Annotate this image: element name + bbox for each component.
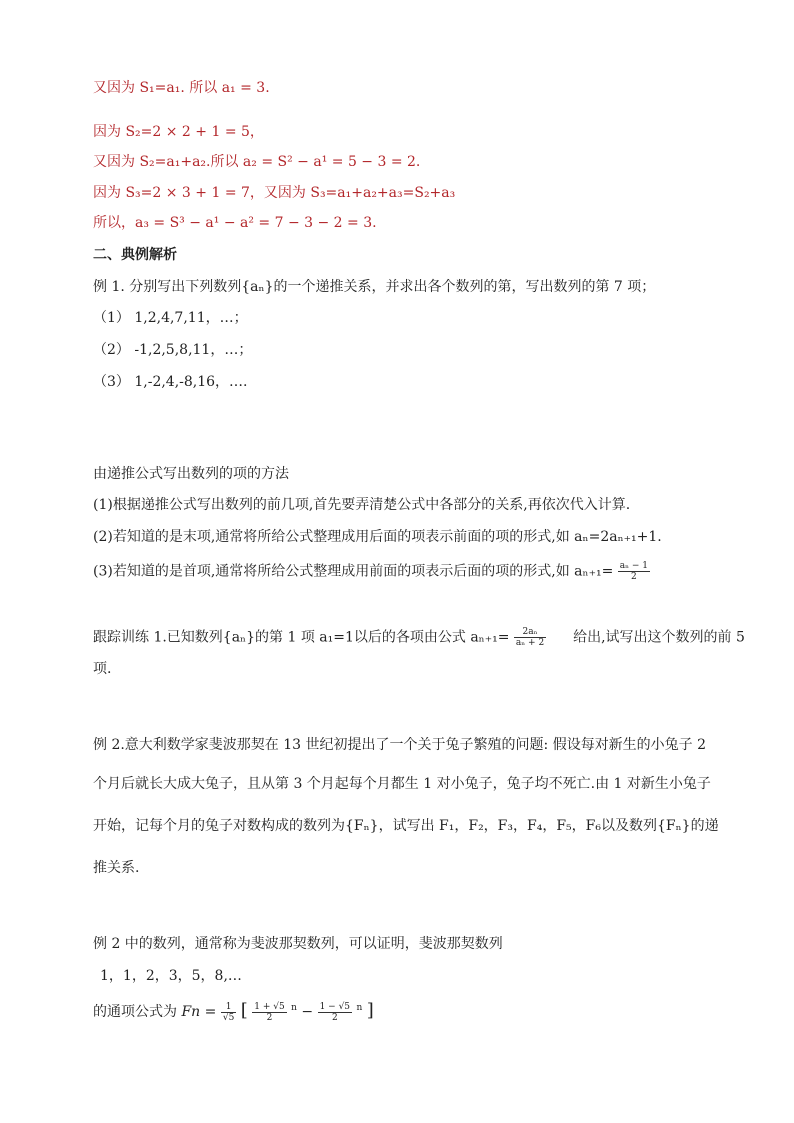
line-text: 所以，a₃ = S³ − a¹ − a² = 7 − 3 − 2 = 3. [93, 215, 377, 231]
line-2 [93, 152, 420, 172]
line-text: 个月后就长大成大兔子，且从第 3 个月起每个月都生 1 对小兔子，兔子均不死亡.由 1 对新生小兔子 [93, 776, 711, 792]
line-4 [93, 213, 377, 233]
line-text: (3)若知道的是首项,通常将所给公式整理成用前面的项表示后面的项的形式,如 aₙ₊₁= [93, 563, 614, 580]
item-3 [93, 372, 248, 392]
line-text: 因为 S₂=2 × 2 + 1 = 5， [93, 124, 264, 140]
line-text: 给出,试写出这个数列的前 5 [573, 629, 745, 646]
line-text: 因为 S₃=2 × 3 + 1 = 7，又因为 S₃=a₁+a₂+a₃=S₂+a₃ [93, 185, 456, 201]
fraction: $\frac{1 - √5}{2}$ [319, 1001, 351, 1023]
fib-intro [93, 934, 503, 954]
line-3 [93, 183, 455, 203]
line-text: 例 2.意大利数学家斐波那契在 13 世纪初提出了一个关于兔子繁殖的问题: 假设每对新生的小兔子 2 [93, 737, 707, 753]
line-text: 例 1. 分别写出下列数列{aₙ}的一个递推关系，并求出各个数列的第，写出数列的第 7 项； [93, 279, 656, 295]
fraction: $\frac{\text{2aₙ}}{\text{aₙ + 2}}$ [515, 627, 545, 648]
section-heading [93, 245, 177, 265]
bracket-open: [ [240, 1000, 248, 1021]
formula-lhs: Fn = [181, 1004, 217, 1020]
method-title [93, 464, 289, 484]
exponent: n [356, 1003, 363, 1013]
line-text: 的通项公式为 [93, 1004, 177, 1020]
fib-formula [93, 1001, 374, 1024]
item-2 [93, 340, 252, 360]
line-text: 开始，记每个月的兔子对数构成的数列为{Fₙ}，试写出 F₁，F₂，F₃，F₄，F₅，F₆以及数列{Fₙ}的递 [93, 818, 719, 834]
exponent: n [291, 1003, 297, 1013]
fraction: $\frac{1}{√5}$ [222, 1001, 235, 1023]
example-2-l4 [93, 858, 139, 878]
method-2 [93, 527, 662, 547]
example-2-l1 [93, 735, 706, 755]
minus-sign: − [301, 1004, 314, 1020]
line-text: （2） -1,2,5,8,11，…； [93, 342, 253, 358]
line-0 [93, 78, 270, 98]
line-text: 又因为 S₂=a₁+a₂.所以 a₂ = S² − a¹ = 5 − 3 = 2. [93, 154, 421, 170]
example-2-l2 [93, 774, 711, 794]
line-text: 1，1，2，3，5，8,… [100, 968, 242, 984]
practice-1 [93, 627, 745, 648]
line-text: (1)根据递推公式写出数列的前几项,首先要弄清楚公式中各部分的关系,再依次代入计算. [93, 497, 631, 513]
line-text: 跟踪训练 1.已知数列{aₙ}的第 1 项 a₁=1以后的各项由公式 aₙ₊₁= [93, 629, 510, 646]
line-text: 项. [93, 661, 112, 677]
method-3 [93, 561, 650, 582]
fraction: $\frac{\text{aₙ − 1}}{2}$ [619, 561, 649, 582]
fraction: $\frac{1 + √5}{2}$ [254, 1001, 285, 1023]
line-text: (2)若知道的是末项,通常将所给公式整理成用后面的项表示前面的项的形式,如 aₙ=2aₙ₊₁+1. [93, 529, 662, 545]
line-text: 例 2 中的数列，通常称为斐波那契数列，可以证明，斐波那契数列 [93, 936, 503, 952]
line-text: （3） 1,-2,4,-8,16，…. [93, 374, 248, 390]
bracket-close: ] [366, 1000, 374, 1021]
line-text: （1） 1,2,4,7,11，…； [93, 310, 248, 326]
line-text: 二、典例解析 [93, 247, 177, 263]
line-text: 由递推公式写出数列的项的方法 [93, 466, 289, 482]
fib-sequence [100, 966, 242, 986]
item-1 [93, 308, 248, 328]
line-1 [93, 122, 264, 142]
example-2-l3 [93, 816, 719, 836]
practice-1-cont [93, 659, 111, 679]
line-text: 推关系. [93, 860, 140, 876]
example-1 [93, 277, 655, 297]
line-text: 又因为 S₁=a₁. 所以 a₁ = 3. [93, 80, 270, 96]
method-1 [93, 495, 630, 515]
